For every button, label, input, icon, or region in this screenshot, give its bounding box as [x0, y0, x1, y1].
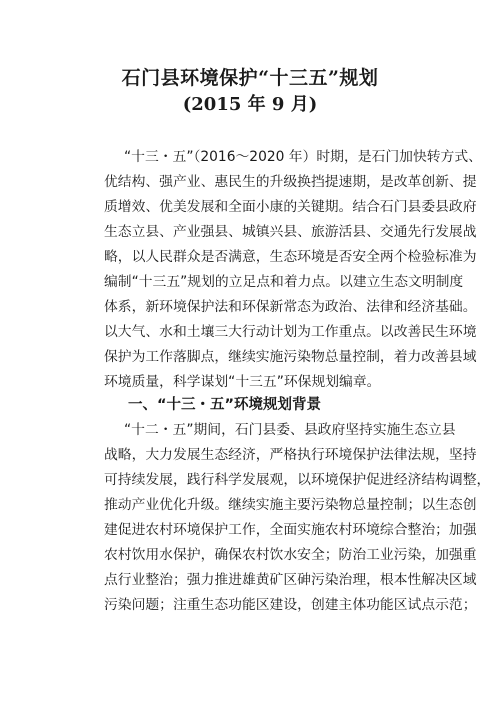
- intro-line: 优结构、强产业、惠民生的升级换挡提速期，是改革创新、提: [104, 174, 477, 190]
- intro-line: 体系，新环境保护法和环保新常态为政治、法律和经济基础。: [104, 299, 477, 315]
- intro-line: 保护为工作落脚点，继续实施污染物总量控制，着力改善县域: [104, 349, 477, 365]
- document-date: (2015 年 9 月): [182, 94, 318, 115]
- document-title: 石门县环境保护“十三五”规划: [121, 67, 379, 89]
- intro-line: 生态立县、产业强县、城镇兴县、旅游活县、交通先行发展战: [104, 224, 477, 240]
- intro-line: 编制“十三五”规划的立足点和着力点。以建立生态文明制度: [104, 274, 464, 290]
- section-line: 战略，大力发展生态经济，严格执行环境保护法律法规，坚持: [104, 447, 477, 463]
- intro-line: 质增效、优美发展和全面小康的关键期。结合石门县委县政府: [104, 199, 477, 215]
- intro-line: “十三・五”（2016～2020 年）时期，是石门加快转方式、: [124, 149, 482, 165]
- section-heading: 一、“十三・五”环境规划背景: [128, 397, 322, 413]
- section-line: “十二・五”期间，石门县委、县政府坚持实施生态立县: [124, 422, 456, 438]
- intro-line: 以大气、水和土壤三大行动计划为工作重点。以改善民生环境: [104, 324, 477, 340]
- section-line: 农村饮用水保护，确保农村饮水安全；防治工业污染，加强重: [104, 547, 477, 563]
- section-line: 可持续发展，践行科学发展观，以环境保护促进经济结构调整，: [104, 472, 491, 488]
- intro-line: 略，以人民群众是否满意，生态环境是否安全两个检验标准为: [104, 249, 477, 265]
- intro-line: 环境质量，科学谋划“十三五”环保规划编章。: [104, 374, 381, 390]
- section-line: 推动产业优化升级。继续实施主要污染物总量控制；以生态创: [104, 497, 477, 513]
- section-line: 污染问题；注重生态功能区建设，创建主体功能区试点示范；: [104, 597, 477, 613]
- section-line: 建促进农村环境保护工作，全面实施农村环境综合整治；加强: [104, 522, 477, 538]
- section-line: 点行业整治；强力推进雄黄矿区砷污染治理，根本性解决区域: [104, 572, 477, 588]
